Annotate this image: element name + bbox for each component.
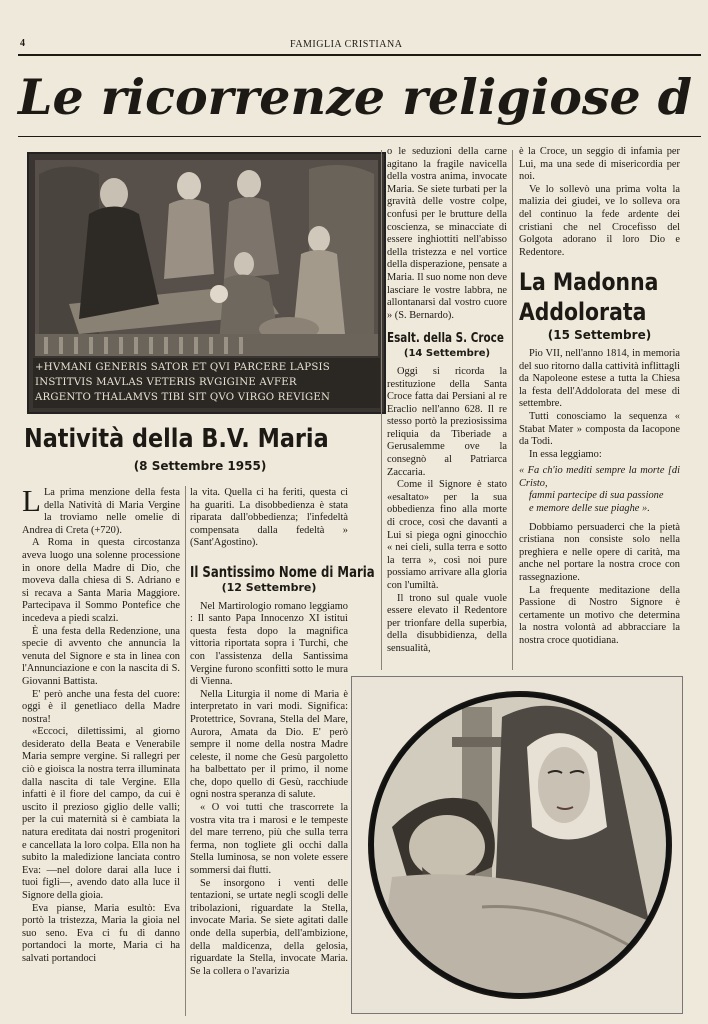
holy-name-title: Il Santissimo Nome di Maria [190,562,375,581]
holy-name-paragraph: Se insorgono i venti delle tentazioni, se urtate negli scogli delle tribolazioni, riguardate la Stella, invocate Maria. Se siete agitati dalle onde della superbia, dell'ambizione, della maldicenza, della gelosia, riguardate la Stella, invocate Maria. Se la collera o l'avarizia [190,877,348,977]
column-divider [512,150,513,670]
cross-paragraph: Oggi si ricorda la restituzione della Santa Croce fatta dai Persiani al re Eraclio nell'anno 628. Il re stesso portò la preziosissima reliquia da Tiberiade a Gerusalemme ove la consegnò al Patriarca Zaccaria. [387,365,507,478]
nativity-paragraph: L La prima menzione della festa della Natività di Maria Vergine la troviamo nelle omelie di Andrea di Creta (+720). [22,483,180,536]
sorrows-paragraph: Tutti conosciamo la sequenza « Stabat Mater » composta da Iacopone da Todi. [519,410,680,448]
holy-name-paragraph: Nel Martirologio romano leggiamo : Il santo Papa Innocenzo XI istituì questa festa dopo la magnifica vittoria riportata sopra i Turchi, che con l'assistenza della Santissima Vergine furono sconfitti sotto le mura di Vienna. [190,600,348,688]
title-rule [18,136,701,137]
page-number: 4 [20,38,26,49]
cross-paragraph: Il trono sul quale vuole essere elevato il Redentore per trionfare della superbia, della disubbidienza, della sensualità, [387,592,507,654]
bernard-quote-continuation: o le seduzioni della carne agitano la fragile navicella della vostra anima, invocate Maria. Se siete turbati per la gravità delle vostre colpe, confusi per le brutture della coscienza, se minacciate di essere inghiottiti nell'abisso della tristezza e nel vortice della disperazione, pensate a Maria. Il suo nome non deve lasciare le vostre labbra, ne allontanarsi dal vostro cuore » (S. Bernardo). [387,146,507,321]
nativity-date: (8 Settembre 1955) [133,459,267,473]
cross-continuation: Ve lo sollevò una prima volta la malizia dei giudei, ve lo solleva ora del continuo la fede ardente dei cristiani che nel Crocefisso del Golgota adorano il loro Dio e Redentore. [519,183,680,258]
column-3 [387,146,507,668]
inscription-line: +HVMANI GENERIS SATOR ET QVI PARCERE LAPSIS [35,362,330,373]
column-divider [381,150,382,670]
stabat-mater-quote: fammi partecipe di sua passione [529,490,664,502]
fresco-inscription [35,360,378,405]
nativity-fresco-image [27,152,386,414]
sorrows-paragraph: La frequente meditazione della Passione di Nostro Signore è certamente un motivo che determina la nostra volontà ad abbracciare la nostra croce quotidiana. [519,584,680,646]
sorrows-paragraph: In essa leggiamo: [529,448,602,460]
holy-name-date: (12 Settembre) [221,580,317,594]
nativity-title: Natività della B.V. Maria [24,424,329,454]
section-title: Le ricorrenze religiose d [18,68,692,126]
cross-paragraph: Come il Signore è stato «esaltato» per la sua obbedienza fino alla morte di croce, così che davanti a Lui si piega ogni ginocchio « nei cieli, sulla terra e sotto la terra », così noi pure possiamo arrivare alla gloria con l'umiltà. [387,479,507,591]
sorrows-title-line2: Addolorata [519,298,647,327]
stabat-mater-quote: « Fa ch'io mediti sempre la morte [di Cristo, [519,465,680,489]
nativity-paragraph: E' però anche una festa del cuore: oggi è il genetliaco della Madre nostra! [22,688,180,725]
nativity-paragraph: Eva pianse, Maria esultò: Eva portò la tristezza, Maria la gioia nel suo seno. Eva ci fu di danno portandoci la morte, Maria ci ha salvati portandoci [22,902,180,964]
header-rule [18,54,701,56]
nativity-column-1 [22,483,180,1017]
holy-name-paragraph: Nella Liturgia il nome di Maria è interpretato in vari modi. Significa: Protettrice, Sovrana, Stella del Mare, Aurora, Amata da Dio. E' però sempre il nome della nostra Madre celeste, il nome che Gesù pargoletto ha balbettato per il primo, il nome che, dopo quello di Gesù, racchiude ogni nostra speranza di salute. [190,688,348,801]
cross-date: (14 Settembre) [403,348,491,360]
cross-title: Esalt. della S. Croce [387,331,504,347]
sorrows-paragraph: Pio VII, nell'anno 1814, in memoria del suo ritorno dalla cattività inflittagli da Napoleone estese a tutta la Chiesa la festa dell'Addolorata del mese di settembre. [519,347,680,410]
column-divider [185,486,186,1016]
inscription-line: ARGENTO THALAMVS TIBI SIT QVO VIRGO REVIGEN [35,392,331,403]
column-2 [190,487,375,1017]
inscription-line: INSTITVIS MAVLAS VETERIS RVGIGINE AVFER [35,377,297,388]
nativity-paragraph: A Roma in questa circostanza aveva luogo una solenne processione in onore della Madre di Dio, che moveva dalla chiesa di S. Adriano e si recava a Santa Maria Maggiore. Partecipava il Sommo Pontefice che incedeva a piedi scalzi. [22,537,180,624]
sorrows-paragraph: Dobbiamo persuaderci che la pietà cristiana non consiste solo nella preghiera e nelle opere di carità, ma anche nel portare la nostra croce con rassegnazione. [519,521,680,584]
nativity-paragraph: È una festa della Redenzione, una specie di avvento che annuncia la venuta del Signore e sta in linea con l'Annunciazione e con la nascita di S. Giovanni Battista. [22,625,180,687]
holy-name-paragraph: « O voi tutti che trascorrete la vostra vita tra i marosi e le tempeste del mare terreno, più che sulla terra ferma, non togliete gli occhi dalla Stella luminosa, se non volete essere sommersi dai flutti. [190,802,348,877]
sorrows-title-line1: La Madonna [519,268,659,297]
magazine-name: FAMIGLIA CRISTIANA [290,39,403,50]
cross-continuation: è la Croce, un seggio di infamia per Lui, ma una sede di misericordia per noi. [519,146,680,183]
pieta-picture-frame [351,676,683,1014]
nativity-paragraph: «Eccoci, dilettissimi, al giorno desiderato della Beata e Venerabile Maria sempre vergine. Si rallegri per ciò e gioisca la nostra terra illuminata dalla nascita di tale Vergine. Ella infatti è il fiore del campo, da cui è uscito il prezioso giglio delle valli; per la cui maternità si è cambiata la natura ereditata dai nostri progenitori e cancellata la loro colpa. Ella non ha subito la maledizione lanciata contro Eva: —nel dolore darai alla luce i tuoi figli—, avendo dato alla luce il Signore della gioia. [22,726,180,901]
sorrows-date: (15 Settembre) [547,328,652,343]
nativity-continuation: la vita. Quella ci ha feriti, questa ci ha guariti. La disobbedienza è stata riparata dall'obbedienza; l'infedeltà compensata dalla fedeltà » (Sant'Agostino). [190,487,348,549]
column-4 [519,146,680,668]
pieta-image [352,677,682,1013]
stabat-mater-quote: e memore delle sue piaghe ». [529,503,650,515]
